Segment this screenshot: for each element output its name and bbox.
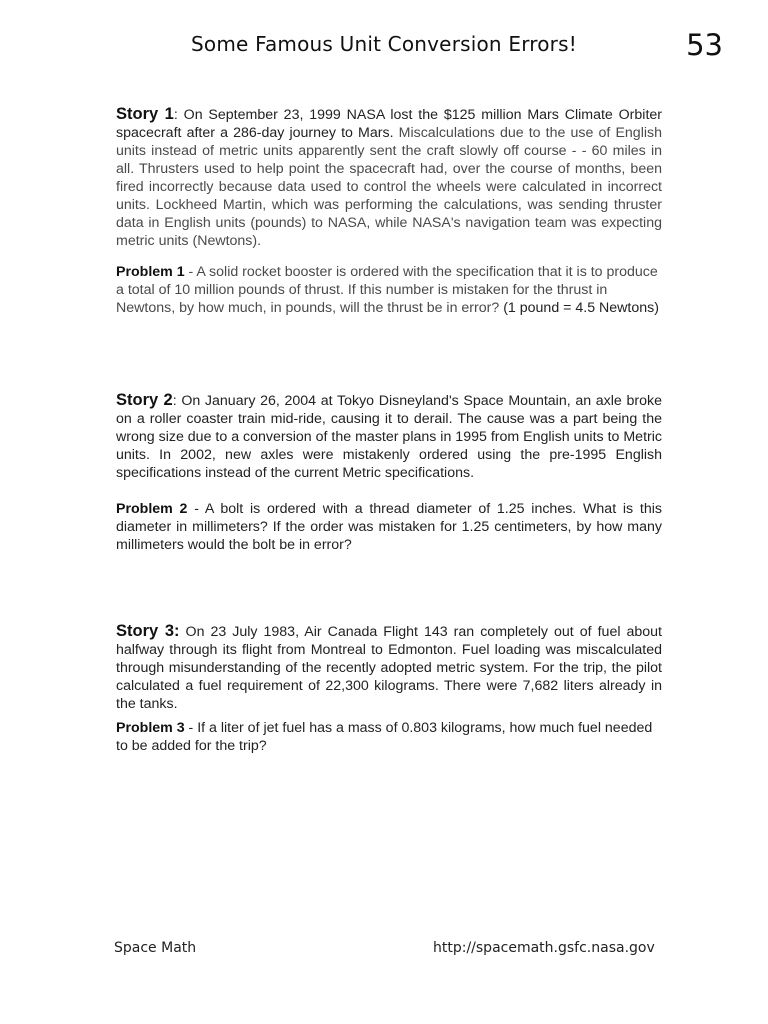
story-1-text-a: On September 23, 1999 NASA lost the $125 million Mars Climate Orbiter spacecraft after a 286-day journey to Mars. bbox=[116, 107, 663, 141]
story-1 bbox=[116, 105, 662, 250]
problem-2 bbox=[116, 500, 662, 554]
problem-3-paragraph bbox=[116, 719, 662, 755]
page-number: 53 bbox=[686, 28, 723, 62]
problem-3-label: Problem 3 bbox=[116, 720, 185, 736]
story-3-paragraph bbox=[116, 622, 662, 713]
page-title: Some Famous Unit Conversion Errors! bbox=[191, 32, 577, 56]
story-3-text: On 23 July 1983, Air Canada Flight 143 ran completely out of fuel about halfway through its flight from Montreal to Edmonton. Fuel loading was miscalculated through misunderstanding of the recently adopted metric system. For the trip, the pilot calculated a fuel requirement of 22,300 kilograms. There were 7,682 liters already in the tanks. bbox=[116, 624, 663, 712]
problem-1 bbox=[116, 263, 662, 317]
problem-3 bbox=[116, 719, 662, 755]
problem-1-paragraph bbox=[116, 263, 662, 317]
story-1-paragraph bbox=[116, 105, 662, 250]
footer-brand: Space Math bbox=[114, 940, 197, 956]
problem-2-text: - A bolt is ordered with a thread diameter of 1.25 inches. What is this diameter in millimeters? If the order was mistaken for 1.25 centimeters, by how many millimeters would the bolt be in error? bbox=[116, 501, 662, 553]
story-2-text: On January 26, 2004 at Tokyo Disneyland's Space Mountain, an axle broke on a roller coaster train mid-ride, causing it to derail. The cause was a part being the wrong size due to a conversion of the master plans in 1995 from English units to Metric units. In 2002, new axles were mistakenly ordered using the pre-1995 English specifications instead of the current Metric specifications. bbox=[116, 393, 662, 481]
story-3-label: Story 3: bbox=[116, 622, 180, 640]
story-2-paragraph bbox=[116, 391, 662, 482]
story-2-separator: : bbox=[172, 393, 177, 409]
story-2 bbox=[116, 391, 662, 482]
problem-3-text: - If a liter of jet fuel has a mass of 0.803 kilograms, how much fuel needed to be added for the trip? bbox=[116, 720, 653, 754]
footer-url: http://spacemath.gsfc.nasa.gov bbox=[433, 940, 655, 956]
problem-1-text-b: (1 pound = 4.5 Newtons) bbox=[503, 300, 659, 316]
story-3 bbox=[116, 622, 662, 713]
story-2-label: Story 2 bbox=[116, 391, 173, 409]
story-1-separator: : bbox=[173, 107, 178, 123]
problem-2-label: Problem 2 bbox=[116, 501, 188, 517]
problem-1-label: Problem 1 bbox=[116, 264, 185, 280]
story-1-label: Story 1 bbox=[116, 105, 174, 123]
story-1-text-b: Miscalculations due to the use of English units instead of metric units apparently sent the craft slowly off course - - 60 miles in all. Thrusters used to help point the spacecraft had, over the course of months, been fired incorrectly because data used to control the wheels were calculated in incorrect units. Lockheed Martin, which was performing the calculations, was sending thruster data in English units (pounds) to NASA, while NASA's navigation team was expecting metric units (Newtons). bbox=[116, 125, 662, 249]
problem-2-paragraph bbox=[116, 500, 662, 554]
problem-1-text-a: - A solid rocket booster is ordered with the specification that it is to produce a total of 10 million pounds of thrust. If this number is mistaken for the thrust in Newtons, by how much, in pounds, will the thrust be in error? bbox=[116, 264, 658, 316]
